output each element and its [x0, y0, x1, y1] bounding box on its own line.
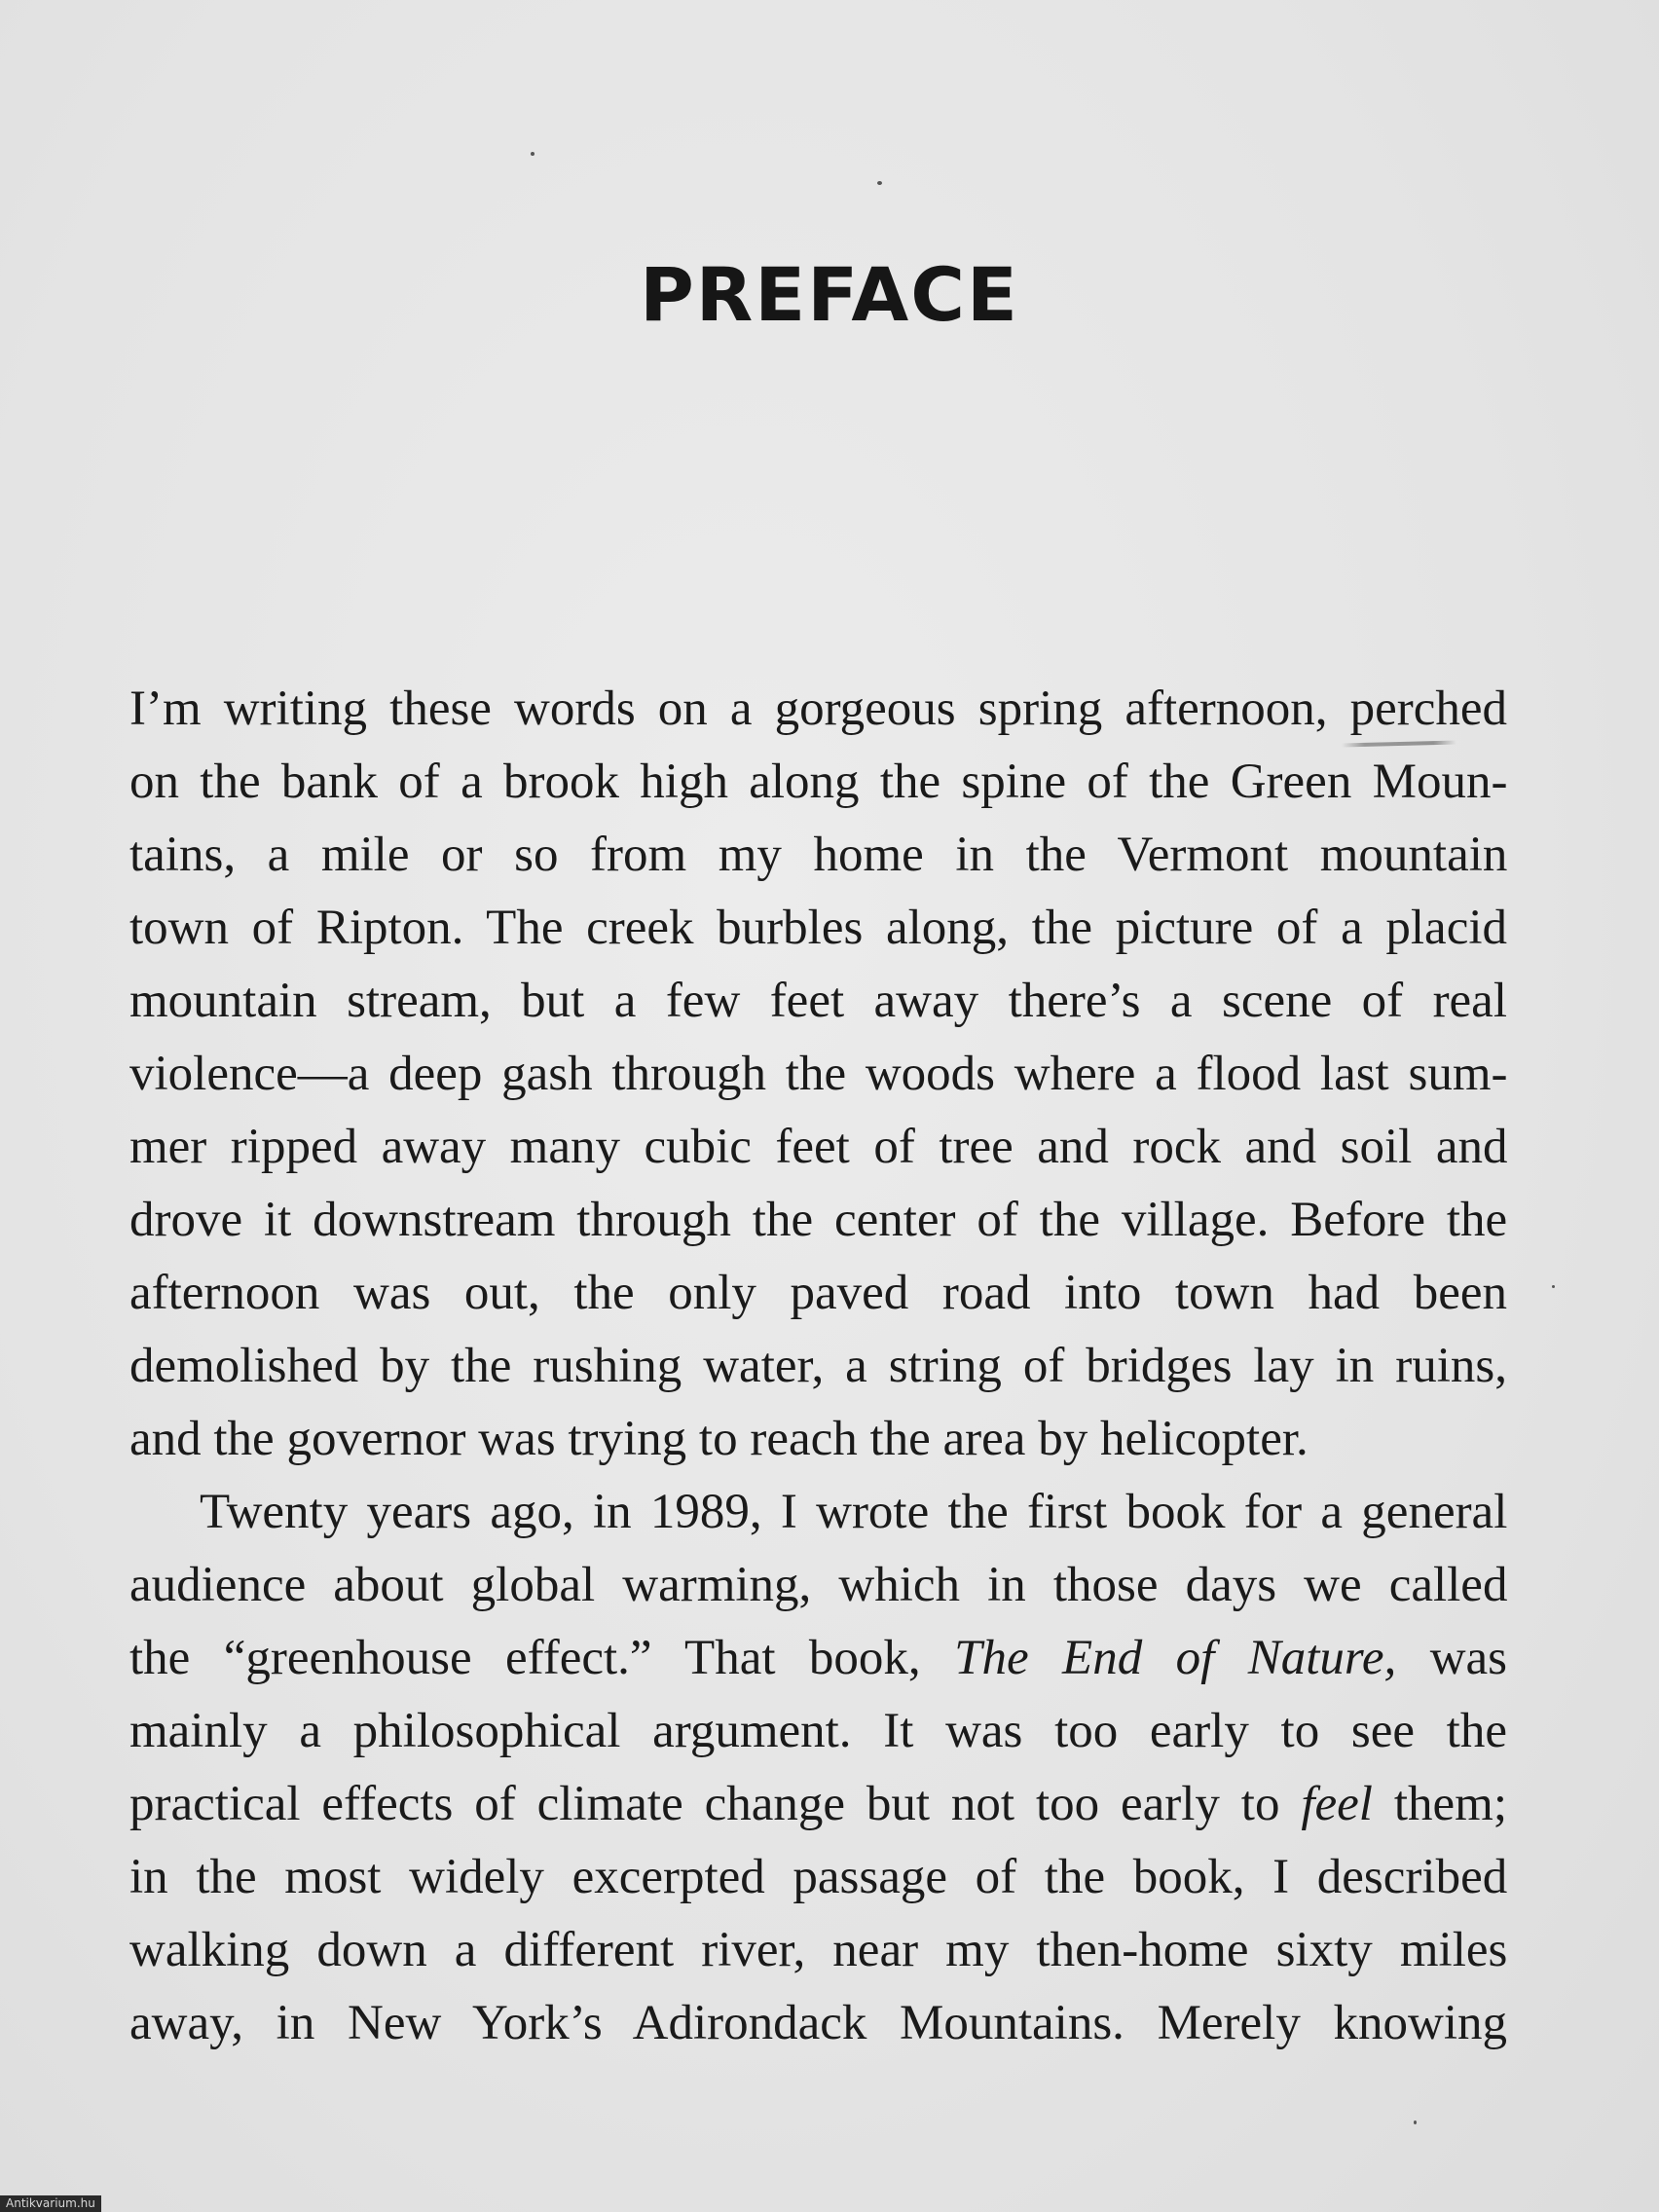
paragraph-1: [129, 673, 1507, 1476]
text-line: town of Ripton. The creek burbles along, the picture of a placid: [129, 901, 1507, 955]
text-line: Twenty years ago, in 1989, I wrote the first book for a general: [200, 1485, 1508, 1539]
paragraph-2: [129, 1476, 1507, 2060]
text-line: away, in New York’s Adirondack Mountains. Merely knowing: [129, 1996, 1507, 2050]
text-line: mer ripped away many cubic feet of tree and rock and soil and: [129, 1120, 1508, 1174]
dust-speck: [1552, 1285, 1555, 1288]
body-text: [129, 673, 1507, 2060]
text-line: demolished by the rushing water, a string of bridges lay in ruins,: [129, 1339, 1507, 1393]
text-line: mountain stream, but a few feet away there’s a scene of real: [129, 974, 1507, 1028]
text-line: tains, a mile or so from my home in the Vermont mountain: [129, 828, 1508, 882]
dust-speck: [1414, 2120, 1417, 2124]
text-line: and the governor was trying to reach the area by helicopter.: [129, 1412, 1309, 1466]
watermark-label: Antikvarium.hu: [0, 2195, 101, 2212]
text-line: walking down a different river, near my then-home sixty miles: [129, 1923, 1508, 1977]
chapter-title: PREFACE: [640, 251, 1019, 338]
text-line: the “greenhouse effect.” That book, The End of Nature, was: [129, 1631, 1508, 1685]
dust-speck: [531, 152, 535, 156]
dust-speck: [877, 181, 882, 185]
text-line: drove it downstream through the center of the village. Before the: [129, 1193, 1508, 1247]
text-line: on the bank of a brook high along the spine of the Green Moun-: [129, 755, 1508, 809]
text-line: practical effects of climate change but not too early to feel them;: [129, 1777, 1507, 1831]
text-line: in the most widely excerpted passage of the book, I described: [129, 1850, 1508, 1904]
text-line: audience about global warming, which in those days we called: [129, 1558, 1508, 1612]
text-line: afternoon was out, the only paved road into town had been: [129, 1266, 1507, 1320]
text-line: violence—a deep gash through the woods where a flood last sum-: [129, 1047, 1508, 1101]
text-line: mainly a philosophical argument. It was too early to see the: [129, 1704, 1507, 1758]
text-line: I’m writing these words on a gorgeous spring afternoon, perched: [129, 682, 1507, 736]
